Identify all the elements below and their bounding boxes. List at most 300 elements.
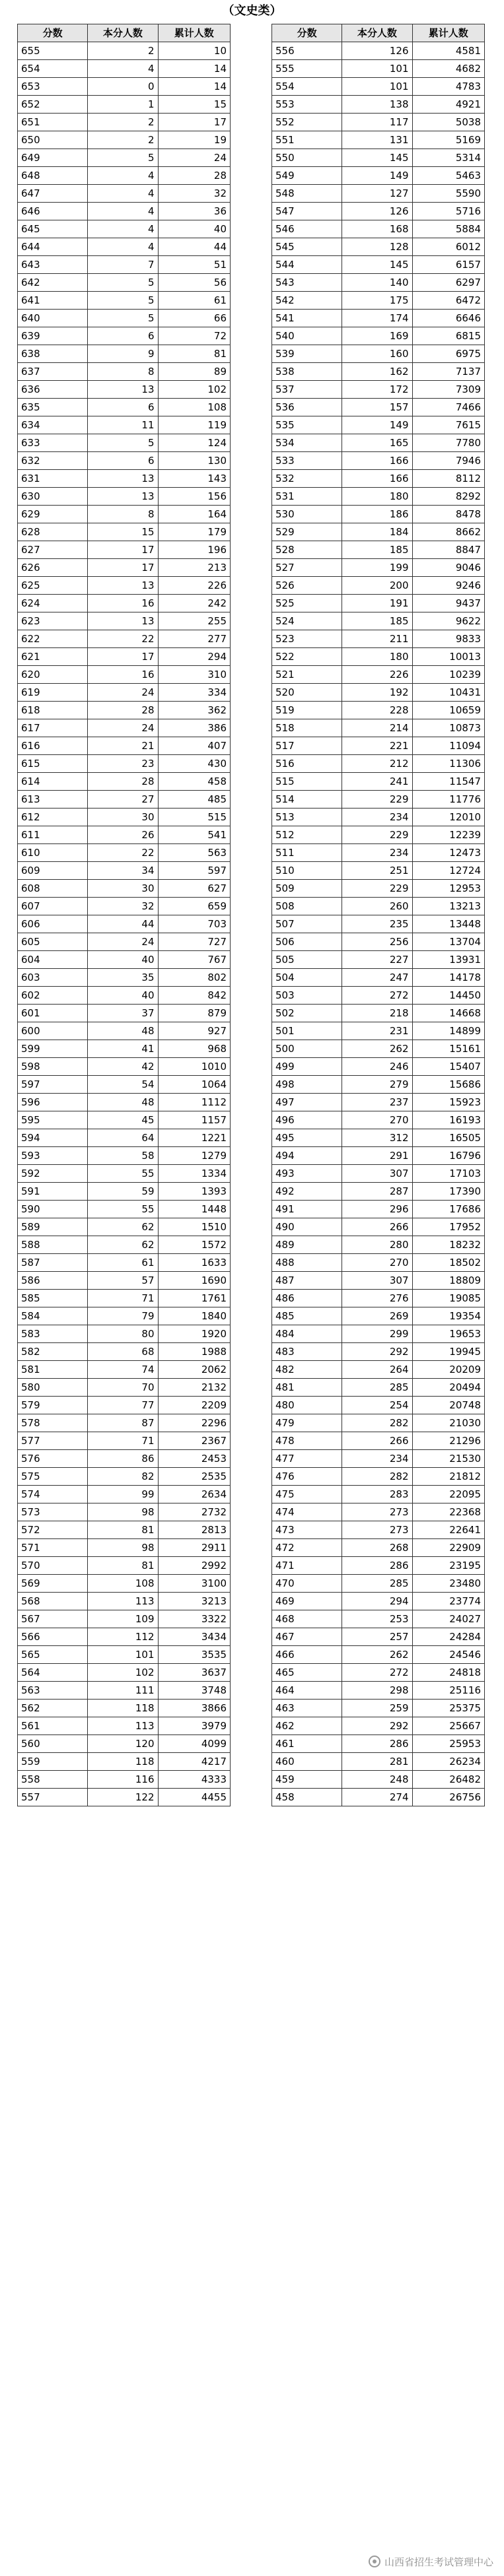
score-cell: 542 (272, 292, 342, 310)
count-cell: 74 (88, 1361, 158, 1379)
cumulative-cell: 6297 (412, 274, 485, 292)
cumulative-cell: 2992 (158, 1557, 231, 1575)
score-cell: 478 (272, 1432, 342, 1450)
score-cell: 536 (272, 399, 342, 416)
cumulative-cell: 14 (158, 78, 231, 96)
score-cell: 590 (18, 1201, 88, 1218)
cumulative-cell: 5169 (412, 131, 485, 149)
count-cell: 5 (88, 434, 158, 452)
table-row (272, 702, 485, 719)
table-row (272, 595, 485, 612)
count-cell: 4 (88, 220, 158, 238)
score-cell: 655 (18, 42, 88, 60)
count-cell: 226 (342, 666, 412, 684)
cumulative-cell: 879 (158, 1005, 231, 1022)
score-cell: 593 (18, 1147, 88, 1165)
count-cell: 4 (88, 167, 158, 185)
table-row (18, 488, 231, 506)
header-score: 分数 (18, 24, 88, 42)
count-cell: 276 (342, 1290, 412, 1307)
cumulative-cell: 8662 (412, 523, 485, 541)
cumulative-cell: 16796 (412, 1147, 485, 1165)
table-row (18, 416, 231, 434)
table-row (18, 1575, 231, 1593)
cumulative-cell: 627 (158, 880, 231, 898)
cumulative-cell: 767 (158, 951, 231, 969)
score-cell: 514 (272, 791, 342, 809)
count-cell: 186 (342, 506, 412, 523)
count-cell: 235 (342, 915, 412, 933)
count-cell: 285 (342, 1379, 412, 1397)
table-row (18, 78, 231, 96)
table-row (272, 1307, 485, 1325)
count-cell: 42 (88, 1058, 158, 1076)
count-cell: 279 (342, 1076, 412, 1094)
score-cell: 473 (272, 1521, 342, 1539)
table-row (272, 1700, 485, 1717)
cumulative-cell: 15 (158, 96, 231, 114)
score-cell: 643 (18, 256, 88, 274)
cumulative-cell: 2209 (158, 1397, 231, 1414)
score-cell: 540 (272, 327, 342, 345)
cumulative-cell: 6975 (412, 345, 485, 363)
count-cell: 17 (88, 559, 158, 577)
count-cell: 8 (88, 506, 158, 523)
wechat-official-account-icon (369, 2556, 380, 2567)
score-cell: 602 (18, 987, 88, 1005)
score-cell: 567 (18, 1610, 88, 1628)
cumulative-cell: 15923 (412, 1094, 485, 1111)
count-cell: 62 (88, 1236, 158, 1254)
cumulative-cell: 21296 (412, 1432, 485, 1450)
table-row (272, 1005, 485, 1022)
score-cell: 575 (18, 1468, 88, 1486)
cumulative-cell: 18232 (412, 1236, 485, 1254)
count-cell: 112 (88, 1628, 158, 1646)
score-cell: 601 (18, 1005, 88, 1022)
cumulative-cell: 2367 (158, 1432, 231, 1450)
cumulative-cell: 458 (158, 773, 231, 791)
table-row (272, 880, 485, 898)
score-cell: 526 (272, 577, 342, 595)
count-cell: 165 (342, 434, 412, 452)
score-cell: 538 (272, 363, 342, 381)
cumulative-cell: 21030 (412, 1414, 485, 1432)
count-cell: 4 (88, 60, 158, 78)
table-row (272, 1254, 485, 1272)
table-row (18, 1218, 231, 1236)
score-cell: 558 (18, 1771, 88, 1789)
cumulative-cell: 164 (158, 506, 231, 523)
count-cell: 128 (342, 238, 412, 256)
table-row (18, 809, 231, 826)
score-table-left (17, 24, 231, 1806)
score-cell: 475 (272, 1486, 342, 1503)
cumulative-cell: 430 (158, 755, 231, 773)
table-row (18, 826, 231, 844)
score-cell: 588 (18, 1236, 88, 1254)
count-cell: 13 (88, 488, 158, 506)
count-cell: 292 (342, 1343, 412, 1361)
table-row (18, 595, 231, 612)
score-cell: 505 (272, 951, 342, 969)
count-cell: 286 (342, 1735, 412, 1753)
table-row (272, 96, 485, 114)
count-cell: 256 (342, 933, 412, 951)
count-cell: 221 (342, 737, 412, 755)
table-row (272, 363, 485, 381)
score-cell: 459 (272, 1771, 342, 1789)
count-cell: 246 (342, 1058, 412, 1076)
cumulative-cell: 21812 (412, 1468, 485, 1486)
table-row (272, 612, 485, 630)
count-cell: 71 (88, 1432, 158, 1450)
cumulative-cell: 1572 (158, 1236, 231, 1254)
count-cell: 9 (88, 345, 158, 363)
header-count: 本分人数 (88, 24, 158, 42)
cumulative-cell: 8292 (412, 488, 485, 506)
score-cell: 499 (272, 1058, 342, 1076)
count-cell: 292 (342, 1717, 412, 1735)
cumulative-cell: 1221 (158, 1129, 231, 1147)
count-cell: 269 (342, 1307, 412, 1325)
score-cell: 651 (18, 114, 88, 131)
count-cell: 13 (88, 381, 158, 399)
table-row (18, 381, 231, 399)
count-cell: 126 (342, 42, 412, 60)
score-cell: 487 (272, 1272, 342, 1290)
table-row (18, 96, 231, 114)
score-cell: 465 (272, 1664, 342, 1682)
count-cell: 86 (88, 1450, 158, 1468)
table-row (18, 1343, 231, 1361)
table-row (272, 1129, 485, 1147)
table-row (272, 203, 485, 220)
cumulative-cell: 26234 (412, 1753, 485, 1771)
cumulative-cell: 3748 (158, 1682, 231, 1700)
score-cell: 645 (18, 220, 88, 238)
cumulative-cell: 20494 (412, 1379, 485, 1397)
count-cell: 41 (88, 1040, 158, 1058)
table-row (18, 648, 231, 666)
count-cell: 270 (342, 1111, 412, 1129)
table-row (18, 1379, 231, 1397)
count-cell: 24 (88, 684, 158, 702)
cumulative-cell: 13704 (412, 933, 485, 951)
cumulative-cell: 24284 (412, 1628, 485, 1646)
score-cell: 516 (272, 755, 342, 773)
count-cell: 266 (342, 1218, 412, 1236)
cumulative-cell: 11094 (412, 737, 485, 755)
table-row (18, 1076, 231, 1094)
cumulative-cell: 19 (158, 131, 231, 149)
score-cell: 557 (18, 1789, 88, 1806)
cumulative-cell: 19085 (412, 1290, 485, 1307)
score-cell: 461 (272, 1735, 342, 1753)
cumulative-cell: 1510 (158, 1218, 231, 1236)
table-row (272, 1789, 485, 1806)
count-cell: 253 (342, 1610, 412, 1628)
table-row (18, 1717, 231, 1735)
count-cell: 260 (342, 898, 412, 915)
score-cell: 539 (272, 345, 342, 363)
count-cell: 81 (88, 1557, 158, 1575)
count-cell: 5 (88, 292, 158, 310)
count-cell: 264 (342, 1361, 412, 1379)
table-row (272, 1183, 485, 1201)
cumulative-cell: 17103 (412, 1165, 485, 1183)
cumulative-cell: 310 (158, 666, 231, 684)
count-cell: 30 (88, 809, 158, 826)
table-row (18, 363, 231, 381)
table-row (18, 1094, 231, 1111)
table-row (18, 1789, 231, 1806)
cumulative-cell: 3866 (158, 1700, 231, 1717)
score-cell: 621 (18, 648, 88, 666)
score-cell: 582 (18, 1343, 88, 1361)
table-row (18, 987, 231, 1005)
cumulative-cell: 196 (158, 541, 231, 559)
score-cell: 494 (272, 1147, 342, 1165)
table-row (18, 880, 231, 898)
cumulative-cell: 541 (158, 826, 231, 844)
cumulative-cell: 6815 (412, 327, 485, 345)
score-cell: 589 (18, 1218, 88, 1236)
count-cell: 169 (342, 327, 412, 345)
cumulative-cell: 2732 (158, 1503, 231, 1521)
table-row (18, 1610, 231, 1628)
cumulative-cell: 515 (158, 809, 231, 826)
score-cell: 627 (18, 541, 88, 559)
cumulative-cell: 1157 (158, 1111, 231, 1129)
table-row (272, 1468, 485, 1486)
score-cell: 561 (18, 1717, 88, 1735)
score-cell: 537 (272, 381, 342, 399)
cumulative-cell: 1840 (158, 1307, 231, 1325)
count-cell: 87 (88, 1414, 158, 1432)
table-row (18, 1646, 231, 1664)
count-cell: 234 (342, 809, 412, 826)
score-cell: 629 (18, 506, 88, 523)
score-cell: 637 (18, 363, 88, 381)
table-row (18, 791, 231, 809)
cumulative-cell: 12724 (412, 862, 485, 880)
score-cell: 599 (18, 1040, 88, 1058)
cumulative-cell: 7780 (412, 434, 485, 452)
score-cell: 648 (18, 167, 88, 185)
score-cell: 470 (272, 1575, 342, 1593)
table-row (272, 1290, 485, 1307)
table-row (272, 1201, 485, 1218)
score-cell: 560 (18, 1735, 88, 1753)
count-cell: 157 (342, 399, 412, 416)
table-row (272, 987, 485, 1005)
table-row (272, 1664, 485, 1682)
cumulative-cell: 56 (158, 274, 231, 292)
cumulative-cell: 61 (158, 292, 231, 310)
table-row (18, 238, 231, 256)
cumulative-cell: 9622 (412, 612, 485, 630)
table-row (18, 167, 231, 185)
score-cell: 586 (18, 1272, 88, 1290)
count-cell: 55 (88, 1165, 158, 1183)
count-cell: 229 (342, 826, 412, 844)
table-row (18, 1040, 231, 1058)
score-cell: 615 (18, 755, 88, 773)
table-row (272, 1397, 485, 1414)
score-cell: 626 (18, 559, 88, 577)
table-row (18, 1058, 231, 1076)
table-row (272, 434, 485, 452)
score-cell: 647 (18, 185, 88, 203)
score-cell: 585 (18, 1290, 88, 1307)
cumulative-cell: 563 (158, 844, 231, 862)
cumulative-cell: 727 (158, 933, 231, 951)
score-cell: 584 (18, 1307, 88, 1325)
cumulative-cell: 2296 (158, 1414, 231, 1432)
table-row (272, 1218, 485, 1236)
count-cell: 287 (342, 1183, 412, 1201)
table-row (18, 256, 231, 274)
table-row (18, 1450, 231, 1468)
count-cell: 131 (342, 131, 412, 149)
table-row (272, 274, 485, 292)
score-cell: 468 (272, 1610, 342, 1628)
score-cell: 490 (272, 1218, 342, 1236)
count-cell: 61 (88, 1254, 158, 1272)
score-cell: 568 (18, 1593, 88, 1610)
cumulative-cell: 15407 (412, 1058, 485, 1076)
table-row (272, 1557, 485, 1575)
score-cell: 609 (18, 862, 88, 880)
cumulative-cell: 4581 (412, 42, 485, 60)
cumulative-cell: 13213 (412, 898, 485, 915)
table-row (18, 773, 231, 791)
score-cell: 592 (18, 1165, 88, 1183)
table-row (18, 470, 231, 488)
cumulative-cell: 659 (158, 898, 231, 915)
score-cell: 623 (18, 612, 88, 630)
cumulative-cell: 1279 (158, 1147, 231, 1165)
table-row (18, 42, 231, 60)
table-row (272, 167, 485, 185)
table-row (272, 149, 485, 167)
table-row (18, 702, 231, 719)
count-cell: 175 (342, 292, 412, 310)
table-row (272, 684, 485, 702)
count-cell: 57 (88, 1272, 158, 1290)
header-score: 分数 (272, 24, 342, 42)
cumulative-cell: 5314 (412, 149, 485, 167)
score-cell: 477 (272, 1450, 342, 1468)
table-row (18, 969, 231, 987)
count-cell: 168 (342, 220, 412, 238)
count-cell: 274 (342, 1789, 412, 1806)
cumulative-cell: 24818 (412, 1664, 485, 1682)
cumulative-cell: 14450 (412, 987, 485, 1005)
cumulative-cell: 9437 (412, 595, 485, 612)
table-row (18, 630, 231, 648)
count-cell: 273 (342, 1503, 412, 1521)
cumulative-cell: 16505 (412, 1129, 485, 1147)
count-cell: 5 (88, 310, 158, 327)
cumulative-cell: 36 (158, 203, 231, 220)
cumulative-cell: 23480 (412, 1575, 485, 1593)
count-cell: 296 (342, 1201, 412, 1218)
table-row (272, 951, 485, 969)
count-cell: 185 (342, 541, 412, 559)
table-row (272, 114, 485, 131)
score-cell: 511 (272, 844, 342, 862)
table-row (272, 630, 485, 648)
count-cell: 286 (342, 1557, 412, 1575)
count-cell: 4 (88, 238, 158, 256)
score-cell: 559 (18, 1753, 88, 1771)
page-title: （文史类） (222, 4, 282, 18)
table-row (18, 185, 231, 203)
count-cell: 291 (342, 1147, 412, 1165)
count-cell: 285 (342, 1575, 412, 1593)
count-cell: 138 (342, 96, 412, 114)
count-cell: 280 (342, 1236, 412, 1254)
cumulative-cell: 7615 (412, 416, 485, 434)
count-cell: 185 (342, 612, 412, 630)
table-row (272, 1379, 485, 1397)
cumulative-cell: 20209 (412, 1361, 485, 1379)
count-cell: 166 (342, 452, 412, 470)
table-row (272, 915, 485, 933)
table-row (272, 1486, 485, 1503)
table-row (272, 773, 485, 791)
score-cell: 474 (272, 1503, 342, 1521)
table-row (272, 1414, 485, 1432)
count-cell: 237 (342, 1094, 412, 1111)
count-cell: 241 (342, 773, 412, 791)
table-row (18, 506, 231, 523)
score-cell: 553 (272, 96, 342, 114)
table-row (18, 345, 231, 363)
count-cell: 191 (342, 595, 412, 612)
table-row (18, 1272, 231, 1290)
score-cell: 600 (18, 1022, 88, 1040)
score-cell: 491 (272, 1201, 342, 1218)
table-row (18, 1236, 231, 1254)
count-cell: 307 (342, 1165, 412, 1183)
score-cell: 605 (18, 933, 88, 951)
table-row (18, 1414, 231, 1432)
cumulative-cell: 20748 (412, 1397, 485, 1414)
table-row (18, 452, 231, 470)
table-row (272, 1628, 485, 1646)
cumulative-cell: 927 (158, 1022, 231, 1040)
score-cell: 546 (272, 220, 342, 238)
cumulative-cell: 32 (158, 185, 231, 203)
count-cell: 98 (88, 1539, 158, 1557)
count-cell: 37 (88, 1005, 158, 1022)
table-row (272, 1646, 485, 1664)
cumulative-cell: 8112 (412, 470, 485, 488)
score-cell: 464 (272, 1682, 342, 1700)
table-row (272, 1094, 485, 1111)
count-cell: 172 (342, 381, 412, 399)
count-cell: 281 (342, 1753, 412, 1771)
count-cell: 15 (88, 523, 158, 541)
score-cell: 604 (18, 951, 88, 969)
count-cell: 5 (88, 149, 158, 167)
cumulative-cell: 8478 (412, 506, 485, 523)
table-row (272, 737, 485, 755)
count-cell: 160 (342, 345, 412, 363)
